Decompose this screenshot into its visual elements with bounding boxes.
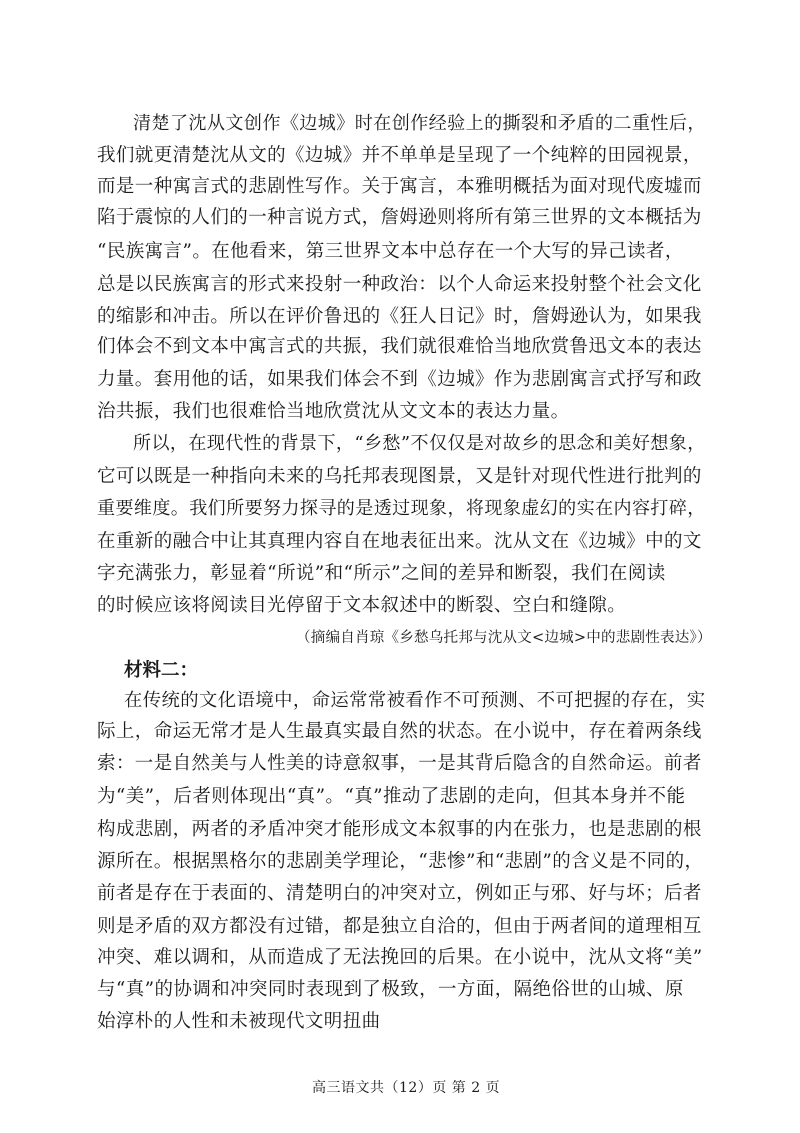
text-line: 在传统的文化语境中，命运常常被看作不可预测、不可把握的存在，实 — [124, 690, 706, 711]
text-line: 始淳朴的人性和未被现代文明扭曲 — [97, 1011, 381, 1032]
text-line: 陷于震惊的人们的一种言说方式，詹姆逊则将所有第三世界的文本概括为 — [97, 207, 702, 228]
text-line: 为“美”，后者则体现出“真”。“真”推动了悲剧的走向，但其本身并不能 — [97, 786, 686, 807]
text-line: 的时候应该将阅读目光停留于文本叙述中的断裂、空白和缝隙。 — [97, 595, 627, 616]
text-line: 力量。套用他的话，如果我们体会不到《边城》作为悲剧寓言式抒写和政 — [97, 369, 702, 390]
text-line: 与“真”的协调和冲突同时表现到了极致，一方面，隔绝俗世的山城、原 — [97, 979, 684, 1000]
text-line: 冲突、难以调和，从而造成了无法挽回的后果。在小说中，沈从文将“美” — [97, 947, 703, 968]
text-line: 治共振，我们也很难恰当地欣赏沈从文文本的表达力量。 — [97, 401, 570, 422]
source-citation: （摘编自肖琼《乡愁乌托邦与沈从文<边城>中的悲剧性表达》） — [296, 629, 712, 646]
text-line: 索：一是自然美与人性美的诗意叙事，一是其背后隐含的自然命运。前者 — [97, 753, 702, 774]
text-line: 源所在。根据黑格尔的悲剧美学理论，“悲惨”和“悲剧”的含义是不同的， — [97, 851, 704, 872]
text-line: 际上，命运无常才是人生最真实最自然的状态。在小说中，存在着两条线 — [97, 721, 702, 742]
text-line: 我们就更清楚沈从文的《边城》并不单单是呈现了一个纯粹的田园视景， — [97, 145, 702, 166]
text-line: 在重新的融合中让其真理内容自在地表征出来。沈从文在《边城》中的文 — [97, 531, 702, 552]
text-line: 们体会不到文本中寓言式的共振，我们就很难恰当地欣赏鲁迅文本的表达 — [97, 336, 702, 357]
text-line: 总是以民族寓言的形式来投射一种政治：以个人命运来投射整个社会文化 — [97, 274, 702, 295]
text-line: 的缩影和冲击。所以在评价鲁迅的《狂人日记》时，詹姆逊认为，如果我 — [97, 306, 702, 327]
text-line: 字充满张力，彰显着“所说”和“所示”之间的差异和断裂，我们在阅读 — [97, 563, 666, 584]
text-line: 所以，在现代性的背景下，“乡愁”不仅仅是对故乡的思念和美好想象， — [133, 433, 706, 454]
material-heading: 材料二： — [124, 660, 199, 681]
text-line: 而是一种寓言式的悲剧性写作。关于寓言，本雅明概括为面对现代废墟而 — [97, 176, 702, 197]
text-line: “民族寓言”。在他看来，第三世界文本中总存在一个大写的异己读者， — [97, 241, 684, 262]
text-line: 清楚了沈从文创作《边城》时在创作经验上的撕裂和矛盾的二重性后， — [133, 113, 706, 134]
text-line: 前者是存在于表面的、清楚明白的冲突对立，例如正与邪、好与坏；后者 — [97, 883, 702, 904]
text-line: 构成悲剧，两者的矛盾冲突才能形成文本叙事的内在张力，也是悲剧的根 — [97, 819, 702, 840]
text-line: 重要维度。我们所要努力探寻的是透过现象，将现象虚幻的实在内容打碎， — [97, 498, 706, 519]
text-line: 它可以既是一种指向未来的乌托邦表现图景，又是针对现代性进行批判的 — [97, 466, 702, 487]
page-footer: 高三语文共（12）页 第 2 页 — [312, 1080, 501, 1096]
text-line: 则是矛盾的双方都没有过错，都是独立自洽的，但由于两者间的道理相互 — [97, 916, 702, 937]
